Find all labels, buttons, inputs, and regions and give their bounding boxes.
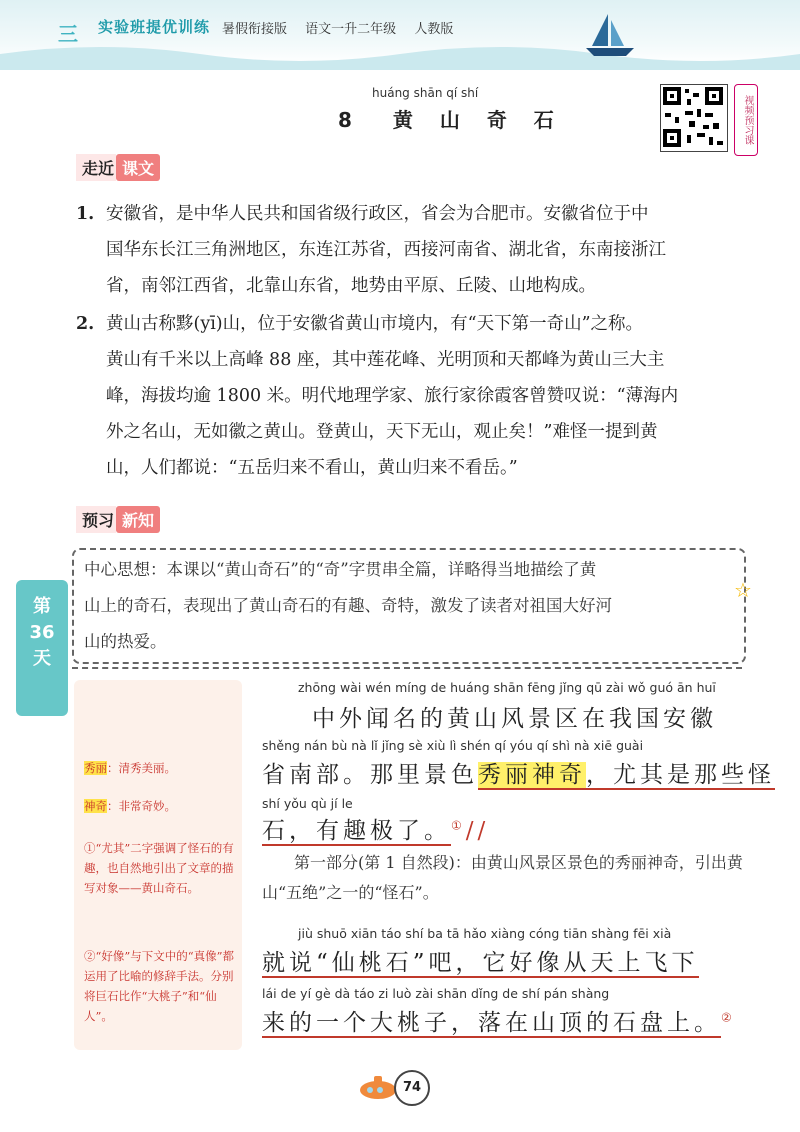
video-preview-label: 视频预习课: [734, 84, 758, 156]
main-idea-text: [84, 552, 734, 660]
edition-label: 暑假衔接版: [222, 22, 288, 37]
note-definition: ：清秀美丽。: [107, 761, 176, 775]
text-row-3: [262, 812, 489, 845]
day-tab-number: 36: [29, 622, 55, 643]
day-tab-char: 第: [33, 596, 51, 617]
lesson-title-text: 黄 山 奇 石: [392, 108, 564, 132]
item-line: 黄山古称黟(yī)山，位于安徽省黄山市境内，有“天下第一奇山”之称。: [106, 314, 644, 334]
annotation-mark: ②: [721, 1010, 736, 1025]
text-row-5: [262, 1004, 736, 1037]
header-wave: [0, 40, 800, 70]
note-term: 秀丽: [84, 761, 107, 775]
qr-code[interactable]: [660, 84, 728, 152]
background-item-1: [76, 196, 756, 304]
note-vocab-2: [84, 796, 234, 816]
day-tab-char: 天: [33, 648, 51, 669]
section-header-part-a: 走近: [76, 154, 116, 181]
item-number: 1.: [76, 204, 95, 224]
qr-code-graphic: [661, 85, 725, 149]
highlighted-phrase: 秀丽神奇: [478, 762, 586, 788]
pinyin-row-5: lái de yí gè dà táo zi luò zài shān dǐng de shí pán shàng: [262, 986, 610, 1001]
notes-sidebar: [74, 680, 242, 1050]
section-header-part-b: 新知: [116, 506, 160, 533]
day-tab: [16, 580, 68, 716]
page-number: 74: [394, 1070, 430, 1106]
item-number: 2.: [76, 314, 95, 334]
section-header-approach-text: [76, 154, 160, 180]
pinyin-row-1: zhōng wài wén míng de huáng shān fēng jǐng qū zài wǒ guó ān huī: [298, 680, 716, 695]
star-icon: ☆: [734, 578, 752, 602]
text-segment-underlined: 石，有趣极了。: [262, 818, 451, 844]
subject-label: 语文一升二年级: [305, 22, 397, 37]
note-term: 神奇: [84, 799, 107, 813]
background-item-2: [76, 306, 756, 486]
text-row-1: 中外闻名的黄山风景区在我国安徽: [312, 706, 717, 732]
item-line: 山，人们都说：“五岳归来不看山，黄山归来不看岳。”: [106, 458, 518, 478]
text-segment-underlined: ，尤其是那些怪: [586, 762, 775, 788]
item-line: 国华东长江三角洲地区，东连江苏省，西接河南省、湖北省，东南接浙江: [106, 240, 666, 260]
note-annotation-1: ①“尤其”二字强调了怪石的有趣，也自然地引出了文章的描写对象——黄山奇石。: [84, 841, 234, 895]
main-idea-line: 中心思想：本课以“黄山奇石”的“奇”字贯串全篇，详略得当地描绘了黄: [84, 560, 597, 579]
main-idea-line: 山的热爱。: [84, 632, 167, 651]
lesson-title: [338, 104, 564, 133]
lesson-number: 8: [338, 108, 362, 132]
item-line: 外之名山，无如徽之黄山。登黄山，天下无山，观止矣！”难怪一提到黄: [106, 422, 658, 442]
section-header-preview: [76, 506, 160, 532]
sailboat-icon: [580, 10, 640, 60]
text-row-4: [262, 944, 699, 977]
item-line: 黄山有千米以上高峰 88 座，其中莲花峰、光明顶和天都峰为黄山三大主: [106, 350, 665, 370]
brand-logo-icon: 三: [58, 22, 78, 46]
paragraph-end-mark: //: [465, 818, 490, 844]
book-info: [222, 18, 467, 37]
pinyin-row-3: shí yǒu qù jí le: [262, 796, 353, 811]
note-definition: ：非常奇妙。: [107, 799, 176, 813]
pinyin-row-4: jiù shuō xiān táo shí ba tā hǎo xiàng cóng tiān shàng fēi xià: [298, 926, 672, 941]
dashed-divider: [72, 667, 742, 669]
paragraph-comment: [262, 848, 752, 908]
item-line: 安徽省，是中华人民共和国省级行政区，省会为合肥市。安徽省位于中: [106, 204, 649, 224]
pinyin-row-2: shěng nán bù nà lǐ jǐng sè xiù lì shén qí yóu qí shì nà xiē guài: [262, 738, 644, 753]
text-row-2: [262, 756, 775, 789]
annotation-mark: ①: [451, 818, 466, 833]
section-header-part-a: 预习: [76, 506, 116, 533]
text-segment-underlined: 来的一个大桃子，落在山顶的石盘上。: [262, 1010, 721, 1036]
text-segment-underlined: 就说“仙桃石”吧，它好像从天上飞下: [262, 950, 699, 976]
item-line: 峰，海拔均逾 1800 米。明代地理学家、旅行家徐霞客曾赞叹说：“薄海内: [106, 386, 679, 406]
main-idea-line: 山上的奇石，表现出了黄山奇石的有趣、奇特，激发了读者对祖国大好河: [84, 596, 612, 615]
section-header-part-b: 课文: [116, 154, 160, 181]
comment-text: 第一部分(第 1 自然段)：由黄山风景区景色的秀丽神奇，引出黄山“五绝”之一的“怪石”。: [262, 853, 743, 902]
item-line: 省，南邻江西省，北靠山东省，地势由平原、丘陵、山地构成。: [106, 276, 596, 296]
publisher-label: 人教版: [414, 22, 454, 37]
text-segment: 省南部。那里景色: [262, 762, 478, 788]
brand-title: 实验班提优训练: [98, 18, 211, 36]
lesson-title-pinyin: huáng shān qí shí: [372, 86, 479, 100]
note-vocab-1: [84, 758, 234, 778]
note-annotation-2: ②“好像”与下文中的“真像”都运用了比喻的修辞手法。分别将巨石比作“大桃子”和“仙人”。: [84, 949, 235, 1023]
